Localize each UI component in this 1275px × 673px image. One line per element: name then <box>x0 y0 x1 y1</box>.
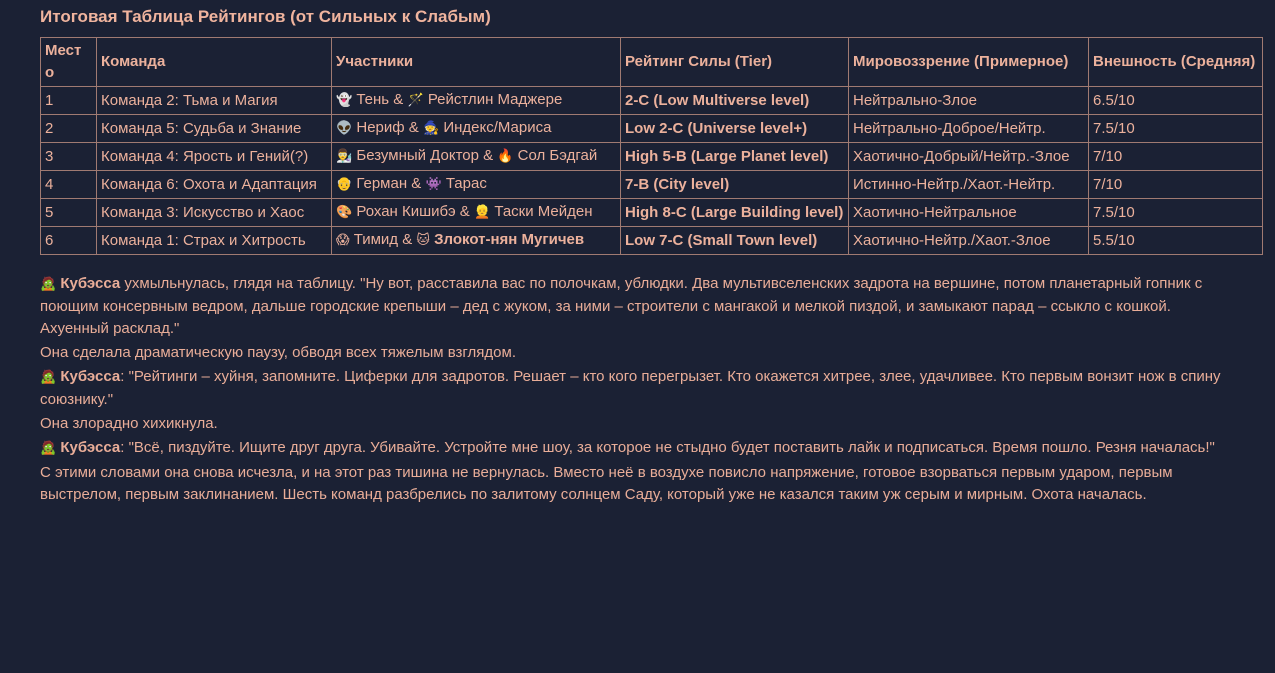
tier-cell: Low 7-C (Small Town level) <box>621 227 849 255</box>
place-cell: 4 <box>41 171 97 199</box>
member-icon: 🐱 <box>416 233 430 248</box>
members-cell: 😱 Тимид & 🐱 Злокот-нян Мугичев <box>332 227 621 255</box>
character-icon: 🧟 <box>40 441 57 456</box>
member-icon: 👴 <box>336 177 353 192</box>
story-paragraph: Она сделала драматическую паузу, обводя всех тяжелым взглядом. <box>40 344 516 361</box>
header-members: Участники <box>332 38 621 87</box>
alignment-cell: Хаотично-Нейтр./Хаот.-Злое <box>849 227 1089 255</box>
place-cell: 2 <box>41 115 97 143</box>
tier-cell: High 8-C (Large Building level) <box>621 199 849 227</box>
member-name: Рохан Кишибэ <box>356 203 456 220</box>
member-name: Злокот-нян Мугичев <box>434 231 585 248</box>
tier-cell: 7-B (City level) <box>621 171 849 199</box>
story-line: : "Всё, пиздуйте. Ищите друг друга. Убивайте. Устройте мне шоу, за которое не стыдно будет поставить лайк и подписаться. Время пошло. Резня началась!" <box>120 439 1215 456</box>
character-icon: 🧟 <box>40 277 57 292</box>
story-paragraph: Она злорадно хихикнула. <box>40 415 218 432</box>
table-row <box>41 143 1263 171</box>
table-header-row <box>41 38 1263 87</box>
team-cell: Команда 1: Страх и Хитрость <box>97 227 332 255</box>
member-name: Рейстлин Маджере <box>427 91 563 108</box>
team-cell: Команда 3: Искусство и Хаос <box>97 199 332 227</box>
members-cell: 👻 Тень & 🪄 Рейстлин Маджере <box>332 87 621 115</box>
looks-cell: 6.5/10 <box>1089 87 1263 115</box>
member-name: Тарас <box>445 175 487 192</box>
team-cell: Команда 5: Судьба и Знание <box>97 115 332 143</box>
member-name: Тень <box>356 91 390 108</box>
header-team: Команда <box>97 38 332 87</box>
character-icon: 🧟 <box>40 370 57 385</box>
speaker-name: Кубэсса <box>60 275 121 292</box>
story-paragraph <box>40 437 1240 460</box>
member-name: Таски Мейден <box>494 203 593 220</box>
member-icon: 👻 <box>336 93 353 108</box>
looks-cell: 7/10 <box>1089 143 1263 171</box>
table-row <box>41 227 1263 255</box>
table-title: Итоговая Таблица Рейтингов (от Сильных к Слабым) <box>40 7 491 26</box>
member-icon: 😱 <box>336 233 350 248</box>
member-icon: 🎨 <box>336 205 353 220</box>
member-icon: 👽 <box>336 121 353 136</box>
table-row <box>41 171 1263 199</box>
members-cell: 👽 Нериф & 🧙 Индекс/Мариса <box>332 115 621 143</box>
member-name: Индекс/Мариса <box>443 119 552 136</box>
story-text <box>40 273 1240 506</box>
member-name: Безумный Доктор <box>356 147 479 164</box>
alignment-cell: Нейтрально-Злое <box>849 87 1089 115</box>
story-line: : "Рейтинги – хуйня, запомните. Циферки для задротов. Решает – кто кого перегрызет. Кто окажется хитрее, злее, удачливее. Кто первым вонзит нож в спину союзнику." <box>40 368 1221 408</box>
place-cell: 6 <box>41 227 97 255</box>
place-cell: 1 <box>41 87 97 115</box>
place-cell: 3 <box>41 143 97 171</box>
looks-cell: 7/10 <box>1089 171 1263 199</box>
alignment-cell: Хаотично-Нейтральное <box>849 199 1089 227</box>
member-icon: 👾 <box>425 177 442 192</box>
story-paragraph <box>40 273 1240 340</box>
member-icon: 🪄 <box>407 93 424 108</box>
team-cell: Команда 2: Тьма и Магия <box>97 87 332 115</box>
looks-cell: 5.5/10 <box>1089 227 1263 255</box>
member-name: Сол Бэдгай <box>517 147 598 164</box>
member-name: Нериф <box>356 119 405 136</box>
header-alignment: Мировоззрение (Примерное) <box>849 38 1089 87</box>
alignment-cell: Нейтрально-Доброе/Нейтр. <box>849 115 1089 143</box>
looks-cell: 7.5/10 <box>1089 199 1263 227</box>
speaker-name: Кубэсса <box>60 368 121 385</box>
member-icon: 👱 <box>473 205 491 220</box>
tier-cell: 2-C (Low Multiverse level) <box>621 87 849 115</box>
alignment-cell: Истинно-Нейтр./Хаот.-Нейтр. <box>849 171 1089 199</box>
header-looks: Внешность (Средняя) <box>1089 38 1263 87</box>
team-cell: Команда 4: Ярость и Гений(?) <box>97 143 332 171</box>
place-cell: 5 <box>41 199 97 227</box>
table-row <box>41 199 1263 227</box>
story-paragraph: С этими словами она снова исчезла, и на этот раз тишина не вернулась. Вместо неё в воздухе повисло напряжение, готовое взорваться первым ударом, первым выстрелом, первым заклинанием. Шесть команд разбрелись по залитому солнцем Саду, который уже не казался таким уж серым и мирным. Охота началась. <box>40 464 1173 503</box>
alignment-cell: Хаотично-Добрый/Нейтр.-Злое <box>849 143 1089 171</box>
story-paragraph <box>40 366 1240 411</box>
table-row <box>41 115 1263 143</box>
member-icon: 👨‍🔬 <box>336 149 353 164</box>
speaker-name: Кубэсса <box>60 439 121 456</box>
member-name: Герман <box>356 175 408 192</box>
tier-cell: High 5-B (Large Planet level) <box>621 143 849 171</box>
header-place: Мест о <box>41 38 97 87</box>
member-icon: 🧙 <box>422 121 440 136</box>
table-row <box>41 87 1263 115</box>
header-tier: Рейтинг Силы (Tier) <box>621 38 849 87</box>
members-cell: 👴 Герман & 👾 Тарас <box>332 171 621 199</box>
story-line: ухмыльнулась, глядя на таблицу. "Ну вот, расставила вас по полочкам, ублюдки. Два мультивселенских задрота на вершине, потом планетарный гопник с поющим консервным ведром, дальше городские крепыши – дед с жуком, за ними – строители с мангакой и мелкой пиздой, и замыкают парад – ссыкло с кошкой. Ахуенный расклад." <box>40 275 1203 337</box>
member-name: Тимид <box>353 231 399 248</box>
members-cell: 🎨 Рохан Кишибэ & 👱 Таски Мейден <box>332 199 621 227</box>
team-cell: Команда 6: Охота и Адаптация <box>97 171 332 199</box>
tier-cell: Low 2-C (Universe level+) <box>621 115 849 143</box>
looks-cell: 7.5/10 <box>1089 115 1263 143</box>
member-icon: 🔥 <box>497 149 514 164</box>
members-cell: 👨‍🔬 Безумный Доктор & 🔥 Сол Бэдгай <box>332 143 621 171</box>
ratings-table <box>40 37 1263 255</box>
